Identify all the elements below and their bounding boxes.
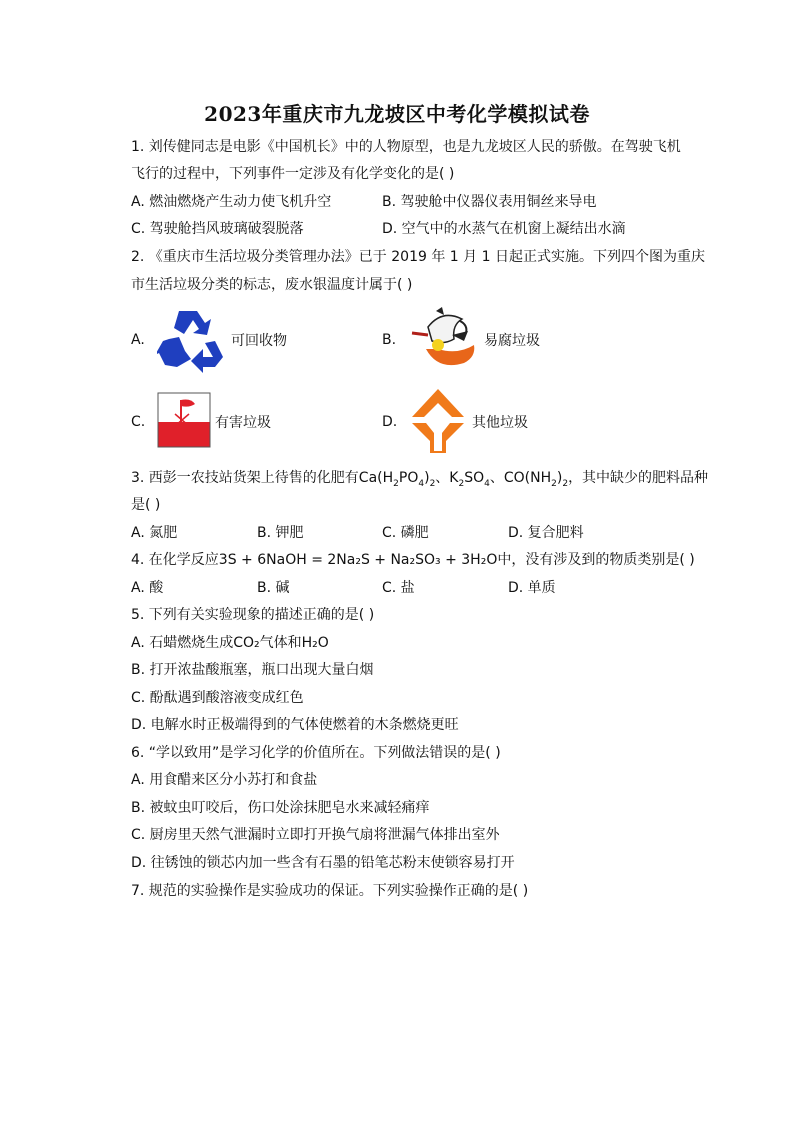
hazardous-waste-icon bbox=[157, 392, 211, 452]
q3-stem-line1: 3. 西彭一农技站货架上待售的化肥有$Ca(H_2PO_4)_2$、$K_2SO_4$、$CO(NH_2)_2$，其中缺少的肥料品种 bbox=[131, 470, 709, 489]
q1-option-a: A. 燃油燃烧产生动力使飞机升空 bbox=[131, 194, 332, 210]
q5-option-c: C. 酚酞遇到酸溶液变成红色 bbox=[131, 690, 304, 706]
q4-stem-line1: 4. 在化学反应3S + 6NaOH = 2Na₂S + Na₂SO₃ + 3H₂O中，没有涉及到的物质类别是( ) bbox=[131, 552, 695, 568]
q6-option-a: A. 用食醋来区分小苏打和食盐 bbox=[131, 772, 318, 788]
q1-stem-line1: 1. 刘传健同志是电影《中国机长》中的人物原型，也是九龙坡区人民的骄傲。在驾驶飞机 bbox=[131, 139, 681, 155]
q2-option-a bbox=[131, 304, 287, 376]
q4-option-d: D. 单质 bbox=[508, 580, 556, 596]
q2-option-c-label: 有害垃圾 bbox=[215, 415, 271, 431]
q1-option-b: B. 驾驶舱中仪器仪表用铜丝来导电 bbox=[382, 194, 597, 210]
recycle-icon bbox=[157, 303, 227, 377]
q6-option-d: D. 往锈蚀的锁芯内加一些含有石墨的铅笔芯粉末使锁容易打开 bbox=[131, 855, 515, 871]
q6-option-b: B. 被蚊虫叮咬后，伤口处涂抹肥皂水来减轻痛痒 bbox=[131, 800, 430, 816]
food-waste-icon bbox=[408, 305, 480, 375]
q1-stem-line2: 飞行的过程中，下列事件一定涉及有化学变化的是( ) bbox=[131, 166, 455, 182]
q2-option-b-letter: B. bbox=[382, 332, 397, 348]
q2-option-a-letter: A. bbox=[131, 332, 145, 348]
q5-option-d: D. 电解水时正极端得到的气体使燃着的木条燃烧更旺 bbox=[131, 717, 459, 733]
q4-option-c: C. 盐 bbox=[382, 580, 415, 596]
page-title: 2023年重庆市九龙坡区中考化学模拟试卷 bbox=[204, 102, 590, 126]
q2-option-d-label: 其他垃圾 bbox=[472, 415, 528, 431]
q3-option-c: C. 磷肥 bbox=[382, 525, 429, 541]
q1-option-c: C. 驾驶舱挡风玻璃破裂脱落 bbox=[131, 221, 304, 237]
q5-option-a: A. 石蜡燃烧生成CO₂气体和H₂O bbox=[131, 635, 329, 651]
q7-stem-line1: 7. 规范的实验操作是实验成功的保证。下列实验操作正确的是( ) bbox=[131, 883, 529, 899]
q3-option-a: A. 氮肥 bbox=[131, 525, 178, 541]
q3-stem-text-post: ，其中缺少的肥料品种 bbox=[568, 470, 709, 486]
q2-option-d bbox=[382, 388, 528, 456]
q4-option-a: A. 酸 bbox=[131, 580, 164, 596]
q2-option-d-letter: D. bbox=[382, 414, 398, 430]
q6-stem-line1: 6. “学以致用”是学习化学的价值所在。下列做法错误的是( ) bbox=[131, 745, 501, 761]
q6-option-c: C. 厨房里天然气泄漏时立即打开换气扇将泄漏气体排出室外 bbox=[131, 827, 500, 843]
q2-stem-line2: 市生活垃圾分类的标志，废水银温度计属于( ) bbox=[131, 277, 413, 293]
q2-option-c-letter: C. bbox=[131, 414, 146, 430]
q5-option-b: B. 打开浓盐酸瓶塞，瓶口出现大量白烟 bbox=[131, 662, 374, 678]
q2-option-a-label: 可回收物 bbox=[231, 333, 287, 349]
q2-stem-line1: 2. 《重庆市生活垃圾分类管理办法》已于 2019 年 1 月 1 日起正式实施。下列四个图为重庆 bbox=[131, 249, 705, 265]
q2-option-b bbox=[382, 304, 540, 376]
q3-option-d: D. 复合肥料 bbox=[508, 525, 584, 541]
q3-option-b: B. 钾肥 bbox=[257, 525, 304, 541]
q4-option-b: B. 碱 bbox=[257, 580, 290, 596]
q5-stem-line1: 5. 下列有关实验现象的描述正确的是( ) bbox=[131, 607, 375, 623]
other-waste-icon bbox=[408, 387, 468, 457]
q3-stem-line2: 是( ) bbox=[131, 497, 161, 513]
q1-option-d: D. 空气中的水蒸气在机窗上凝结出水滴 bbox=[382, 221, 626, 237]
q2-option-b-label: 易腐垃圾 bbox=[484, 333, 540, 349]
q2-option-c bbox=[131, 392, 271, 452]
q3-stem-text-pre: 3. 西彭一农技站货架上待售的化肥有Ca(H bbox=[131, 470, 394, 486]
